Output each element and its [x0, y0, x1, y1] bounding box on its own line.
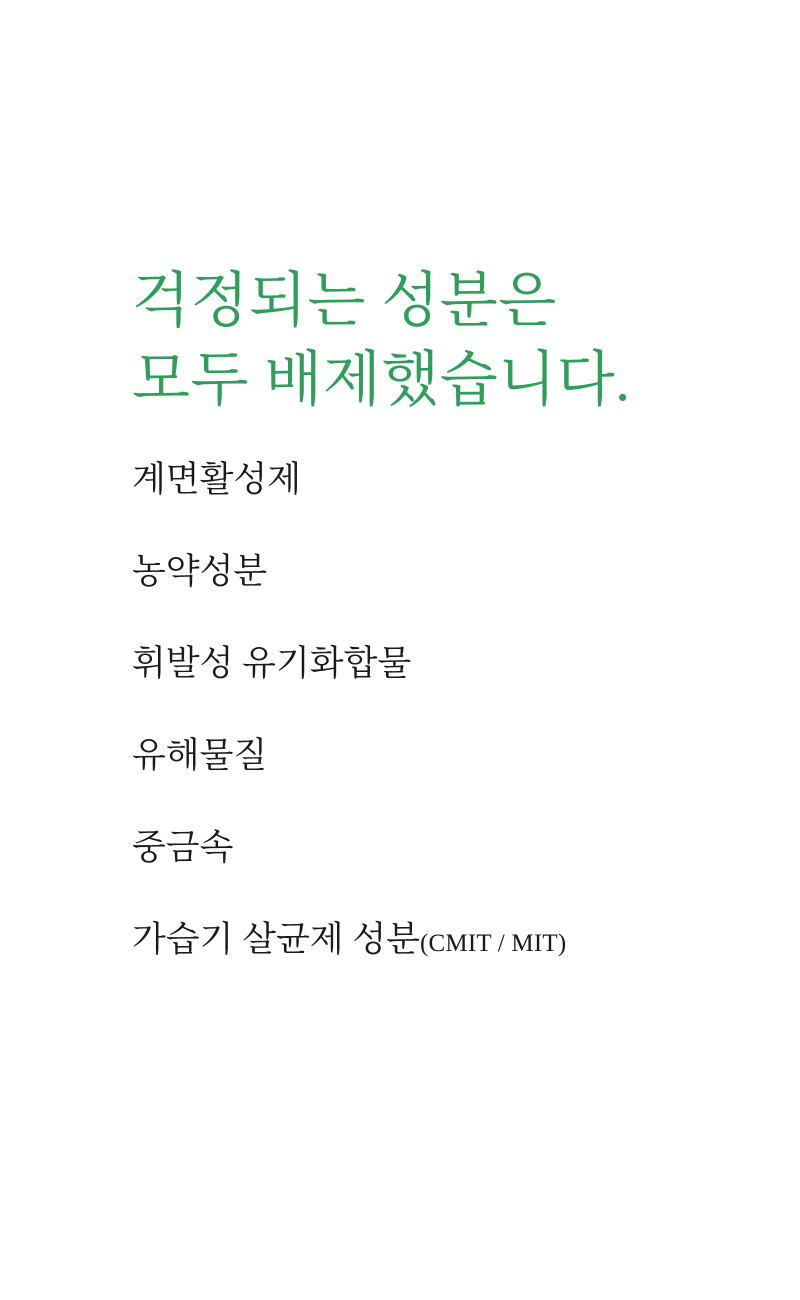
- list-item: [132, 644, 732, 684]
- ingredient-label: 유해물질: [132, 736, 268, 776]
- headline-line-2: 모두 배제했습니다.: [132, 347, 631, 414]
- ingredient-note: (CMIT / MIT): [419, 930, 567, 958]
- excluded-ingredients-list: [132, 460, 732, 960]
- list-item: [132, 736, 732, 776]
- list-item: [132, 828, 732, 868]
- ingredient-label: 가습기 살균제 성분: [132, 920, 420, 960]
- list-item: [132, 460, 732, 500]
- page-title: [132, 262, 732, 420]
- ingredient-label: 휘발성 유기화합물: [132, 644, 412, 684]
- content-block: [132, 262, 732, 960]
- list-item: [132, 552, 732, 592]
- ingredient-label: 농약성분: [132, 552, 268, 592]
- headline-line-1: 걱정되는 성분은: [132, 268, 557, 334]
- list-item: [132, 920, 732, 960]
- ingredient-label: 중금속: [132, 828, 234, 868]
- ingredient-label: 계면활성제: [132, 460, 302, 500]
